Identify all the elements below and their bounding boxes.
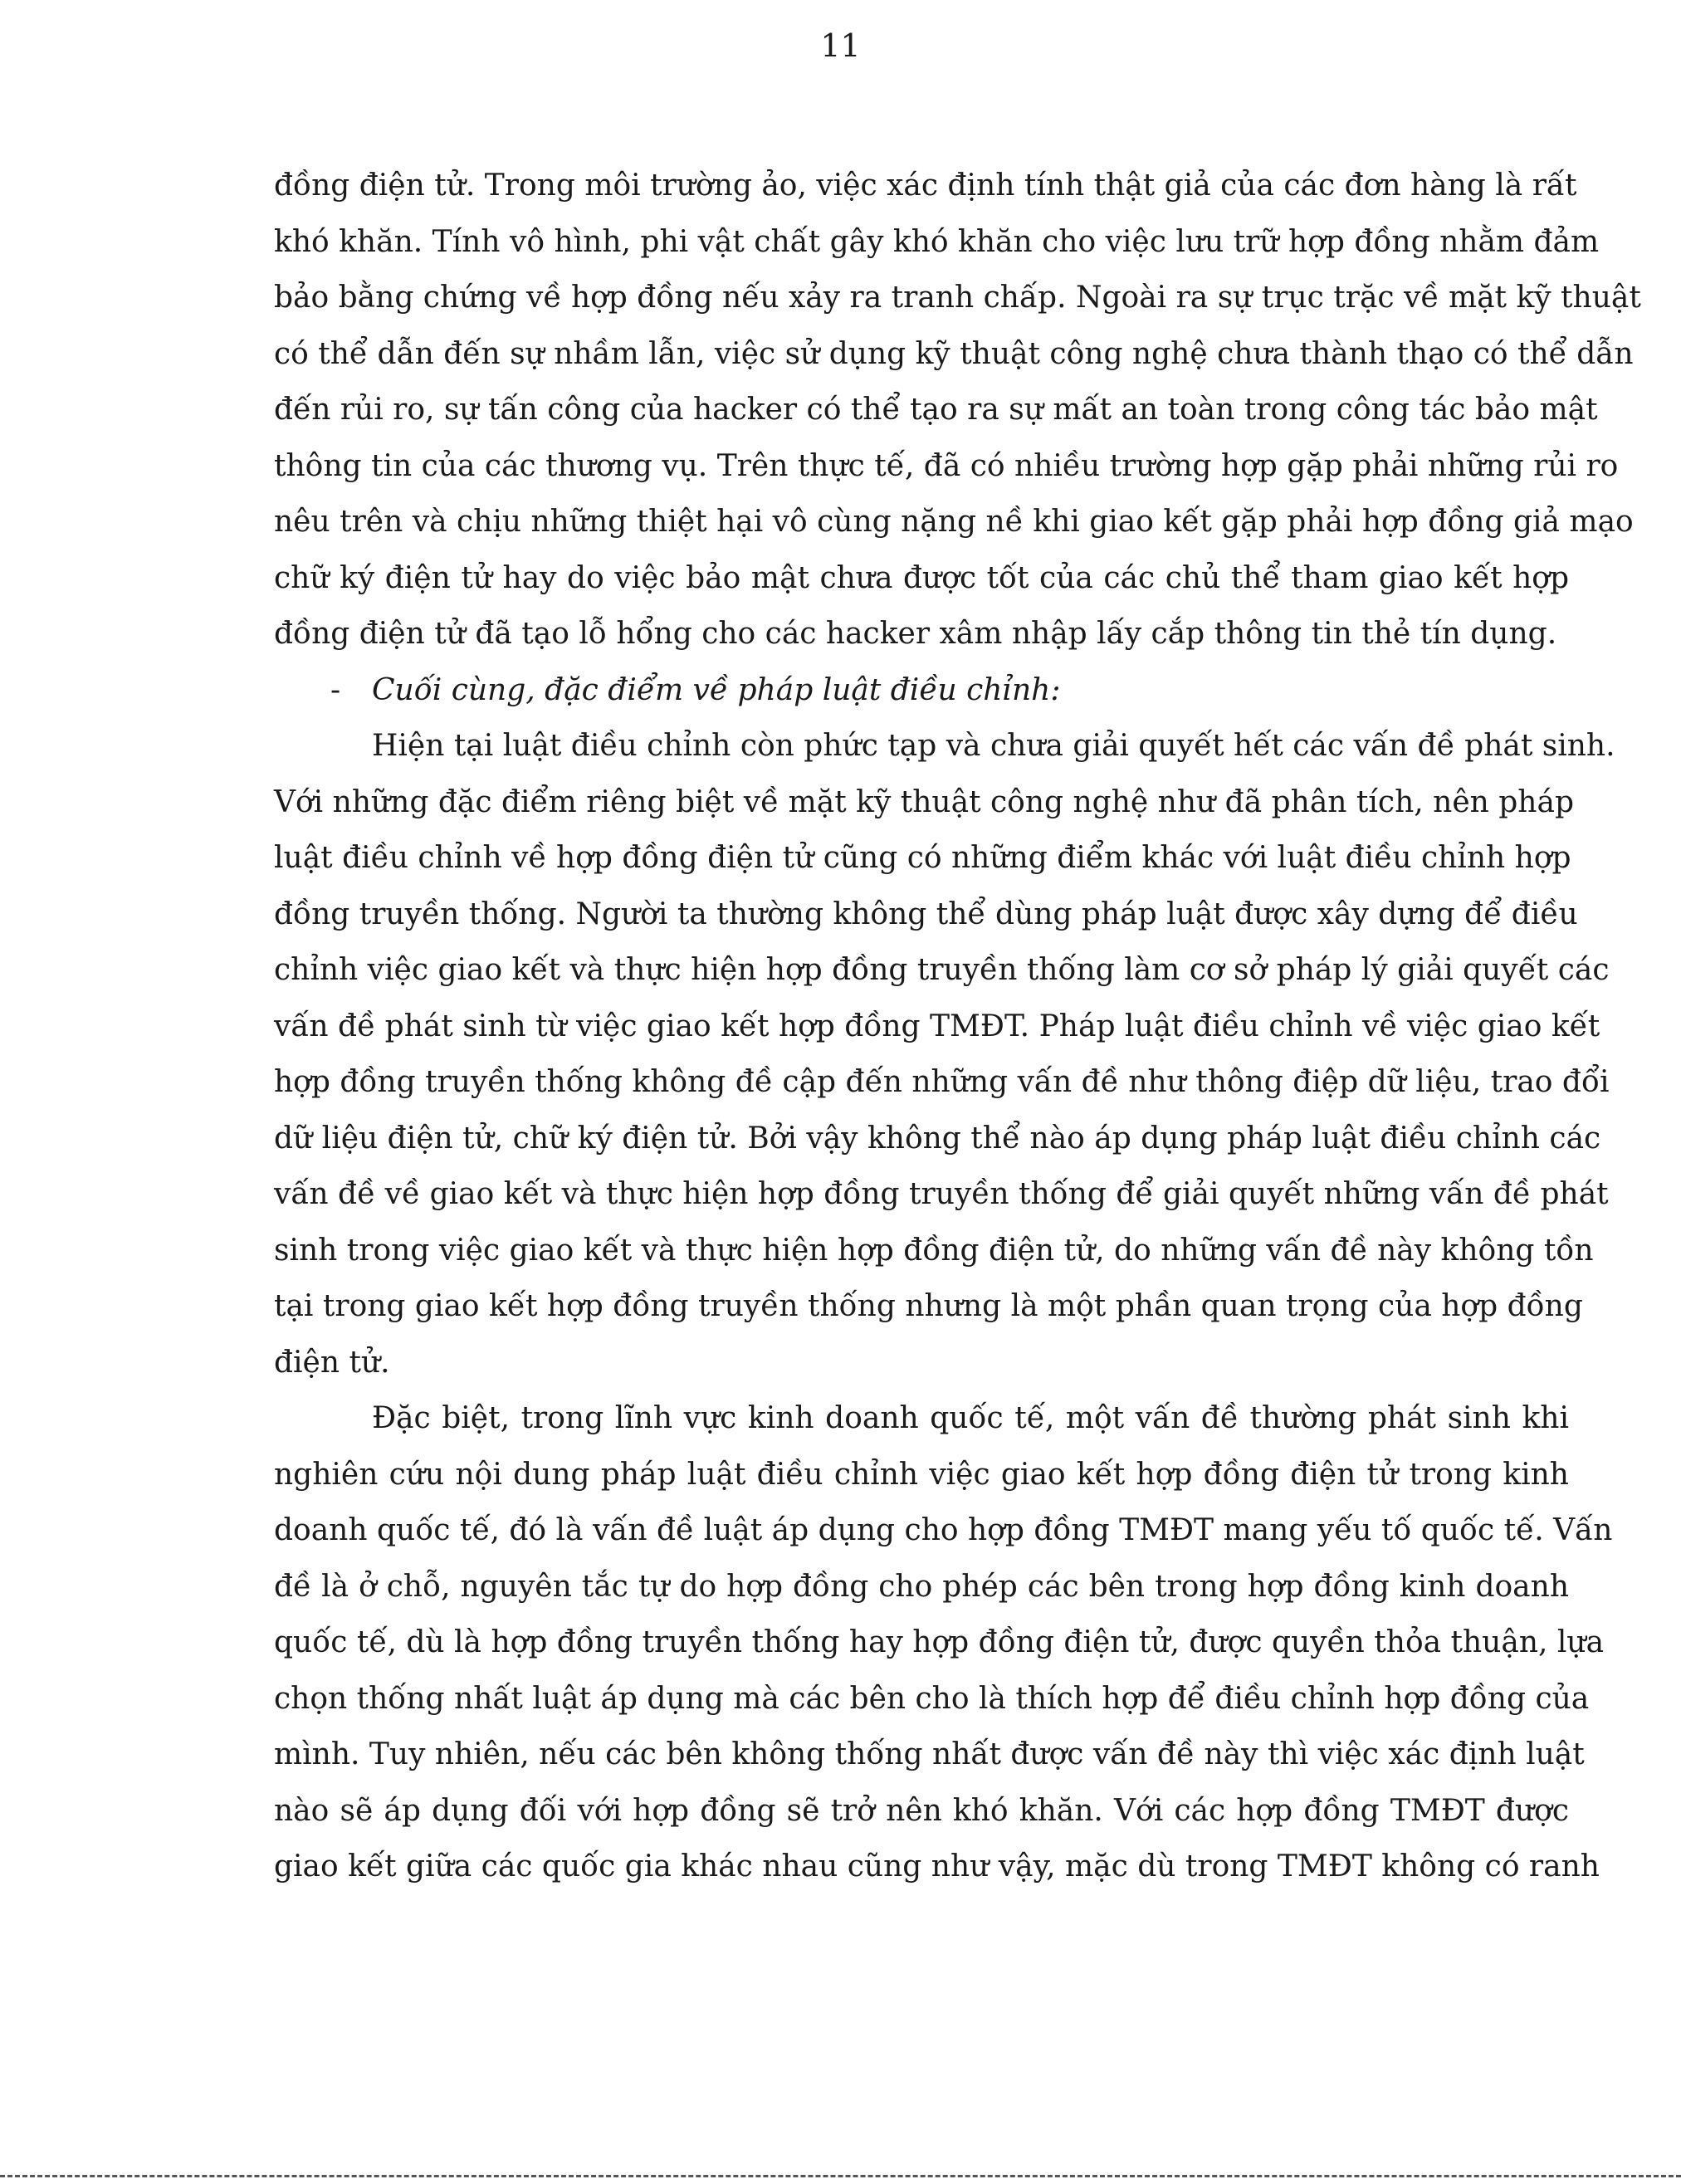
text-line: sinh trong việc giao kết và thực hiện hợp đồng điện tử, do những vấn đề này không tồn bbox=[274, 1233, 1594, 1268]
text-line: có thể dẫn đến sự nhầm lẫn, việc sử dụng kỹ thuật công nghệ chưa thành thạo có thể dẫn bbox=[274, 336, 1634, 371]
paragraph-international-law bbox=[274, 1390, 1613, 1895]
text-line: Hiện tại luật điều chỉnh còn phức tạp và chưa giải quyết hết các vấn đề phát sinh. bbox=[372, 729, 1615, 763]
text-line: bảo bằng chứng về hợp đồng nếu xảy ra tranh chấp. Ngoài ra sự trục trặc về mặt kỹ thuật bbox=[274, 281, 1641, 315]
paragraph-risks bbox=[274, 158, 1641, 662]
page-number: 11 bbox=[820, 27, 861, 64]
text-line: vấn đề về giao kết và thực hiện hợp đồng truyền thống để giải quyết những vấn đề phát bbox=[274, 1177, 1609, 1211]
text-line: tại trong giao kết hợp đồng truyền thống nhưng là một phần quan trọng của hợp đồng bbox=[274, 1289, 1583, 1323]
text-line: chọn thống nhất luật áp dụng mà các bên cho là thích hợp để điều chỉnh hợp đồng của bbox=[274, 1681, 1590, 1716]
text-line: chữ ký điện tử hay do việc bảo mật chưa được tốt của các chủ thể tham giao kết hợp bbox=[274, 560, 1569, 595]
text-line: đến rủi ro, sự tấn công của hacker có thể tạo ra sự mất an toàn trong công tác bảo mật bbox=[274, 393, 1598, 427]
bullet-dash: - bbox=[330, 672, 341, 707]
heading-text: Cuối cùng, đặc điểm về pháp luật điều chỉnh: bbox=[372, 672, 1061, 707]
text-line: khó khăn. Tính vô hình, phi vật chất gây khó khăn cho việc lưu trữ hợp đồng nhằm đảm bbox=[274, 224, 1600, 259]
text-line: mình. Tuy nhiên, nếu các bên không thống nhất được vấn đề này thì việc xác định luật bbox=[274, 1737, 1585, 1771]
text-line: chỉnh việc giao kết và thực hiện hợp đồng truyền thống làm cơ sở pháp lý giải quyết các bbox=[274, 953, 1610, 987]
text-line: Với những đặc điểm riêng biệt về mặt kỹ thuật công nghệ như đã phân tích, nên pháp bbox=[274, 784, 1574, 819]
text-line: hợp đồng truyền thống không đề cập đến những vấn đề như thông điệp dữ liệu, trao đổi bbox=[274, 1065, 1610, 1099]
paragraph-legal-regulation bbox=[274, 718, 1615, 1390]
text-line: giao kết giữa các quốc gia khác nhau cũng như vậy, mặc dù trong TMĐT không có ranh bbox=[274, 1849, 1600, 1884]
text-line: Đặc biệt, trong lĩnh vực kinh doanh quốc tế, một vấn đề thường phát sinh khi bbox=[372, 1401, 1569, 1435]
text-line: nêu trên và chịu những thiệt hại vô cùng nặng nề khi giao kết gặp phải hợp đồng giả mạo bbox=[274, 505, 1634, 539]
text-line: đồng điện tử đã tạo lỗ hổng cho các hacker xâm nhập lấy cắp thông tin thẻ tín dụng. bbox=[274, 617, 1557, 651]
text-line: dữ liệu điện tử, chữ ký điện tử. Bởi vậy không thể nào áp dụng pháp luật điều chỉnh các bbox=[274, 1121, 1601, 1156]
text-line: điện tử. bbox=[274, 1345, 390, 1380]
document-body bbox=[274, 158, 1641, 1895]
text-line: luật điều chỉnh về hợp đồng điện tử cũng có những điểm khác với luật điều chỉnh hợp bbox=[274, 841, 1571, 875]
text-line: nào sẽ áp dụng đối với hợp đồng sẽ trở nên khó khăn. Với các hợp đồng TMĐT được bbox=[274, 1793, 1569, 1828]
text-line: quốc tế, dù là hợp đồng truyền thống hay hợp đồng điện tử, được quyền thỏa thuận, lựa bbox=[274, 1625, 1605, 1659]
text-line: doanh quốc tế, đó là vấn đề luật áp dụng cho hợp đồng TMĐT mang yếu tố quốc tế. Vấn bbox=[274, 1513, 1613, 1547]
section-heading bbox=[330, 662, 1569, 719]
page-bottom-divider bbox=[0, 2175, 1681, 2177]
text-line: đồng truyền thống. Người ta thường không thể dùng pháp luật được xây dựng để điều bbox=[274, 897, 1578, 931]
text-line: thông tin của các thương vụ. Trên thực tế, đã có nhiều trường hợp gặp phải những rủi ro bbox=[274, 448, 1619, 483]
text-line: nghiên cứu nội dung pháp luật điều chỉnh việc giao kết hợp đồng điện tử trong kinh bbox=[274, 1457, 1569, 1492]
text-line: vấn đề phát sinh từ việc giao kết hợp đồng TMĐT. Pháp luật điều chỉnh về việc giao kết bbox=[274, 1009, 1600, 1043]
text-line: đề là ở chỗ, nguyên tắc tự do hợp đồng cho phép các bên trong hợp đồng kinh doanh bbox=[274, 1569, 1569, 1604]
text-line: đồng điện tử. Trong môi trường ảo, việc xác định tính thật giả của các đơn hàng là rất bbox=[274, 169, 1577, 203]
